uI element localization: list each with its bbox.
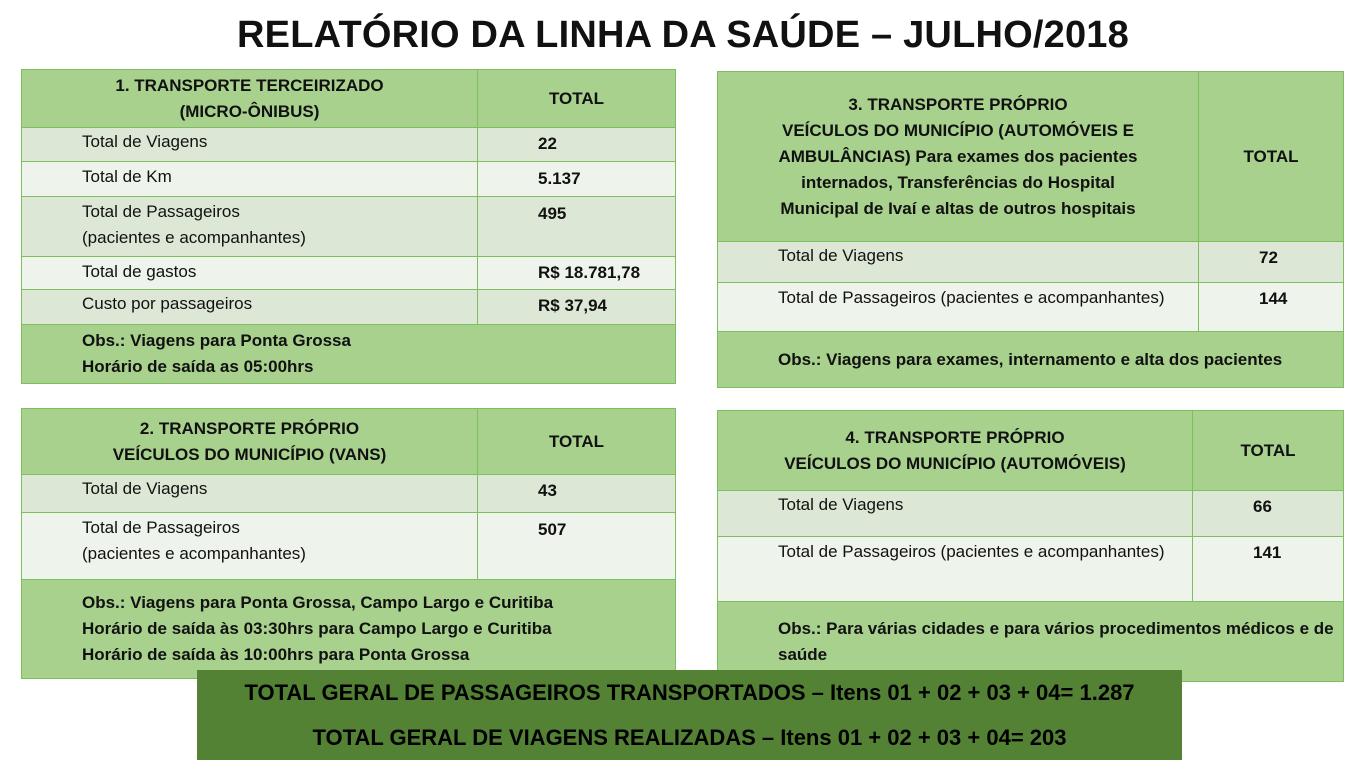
summary-passengers: TOTAL GERAL DE PASSAGEIROS TRANSPORTADOS – Itens 01 + 02 + 03 + 04= 1.287 <box>244 680 1135 705</box>
section-1-heading-line1: 1. TRANSPORTE TERCEIRIZADO <box>115 75 384 95</box>
section-4-heading <box>718 411 1193 491</box>
table-row <box>22 513 676 580</box>
page-title: RELATÓRIO DA LINHA DA SAÚDE – JULHO/2018 <box>237 14 1129 56</box>
row-value: 141 <box>1193 537 1344 602</box>
summary-box <box>197 670 1182 760</box>
obs-line: Obs.: Viagens para exames, internamento e alta dos pacientes <box>778 349 1283 369</box>
row-label: Total de Viagens <box>22 128 478 162</box>
row-value: 66 <box>1193 491 1344 537</box>
obs-line: Horário de saída as 05:00hrs <box>82 357 314 376</box>
section-2-total-header: TOTAL <box>478 409 676 475</box>
table-section-3 <box>717 71 1344 388</box>
obs-line: Horário de saída às 10:00hrs para Ponta Grossa <box>82 645 470 664</box>
row-value: 22 <box>478 128 676 162</box>
row-label-line2: (pacientes e acompanhantes) <box>82 544 306 563</box>
row-label: Total de Viagens <box>718 242 1199 283</box>
table-row <box>718 537 1344 602</box>
row-label: Custo por passageiros <box>22 290 478 325</box>
summary-trips: TOTAL GERAL DE VIAGENS REALIZADAS – Itens 01 + 02 + 03 + 04= 203 <box>312 725 1067 750</box>
table-section-2 <box>21 408 676 679</box>
row-value: 495 <box>478 197 676 257</box>
section-4-heading-line1: 4. TRANSPORTE PRÓPRIO <box>845 427 1065 447</box>
section-3-heading-line1: 3. TRANSPORTE PRÓPRIO <box>848 94 1068 114</box>
row-value: 144 <box>1199 283 1344 332</box>
row-label <box>22 513 478 580</box>
obs-line: Obs.: Para várias cidades e para vários procedimentos médicos e de <box>778 618 1334 638</box>
row-label: Total de Viagens <box>22 475 478 513</box>
section-3-heading <box>718 72 1199 242</box>
table-row <box>22 290 676 325</box>
section-4-heading-line2: VEÍCULOS DO MUNICÍPIO (AUTOMÓVEIS) <box>784 453 1126 473</box>
section-3-heading-line4: internados, Transferências do Hospital <box>801 172 1115 192</box>
row-label: Total de Passageiros (pacientes e acompanhantes) <box>718 283 1199 332</box>
table-row <box>22 197 676 257</box>
row-label: Total de Viagens <box>718 491 1193 537</box>
row-label: Total de Passageiros (pacientes e acompanhantes) <box>718 537 1193 602</box>
section-3-total-header: TOTAL <box>1199 72 1344 242</box>
row-label: Total de gastos <box>22 257 478 290</box>
row-value: R$ 37,94 <box>478 290 676 325</box>
section-1-total-header: TOTAL <box>478 70 676 128</box>
section-3-heading-line3: AMBULÂNCIAS) Para exames dos pacientes <box>778 146 1138 166</box>
obs-line: saúde <box>778 644 828 664</box>
table-row <box>718 242 1344 283</box>
row-label-line1: Total de Passageiros <box>82 518 240 537</box>
section-1-obs <box>22 325 676 384</box>
obs-line: Horário de saída às 03:30hrs para Campo Largo e Curitiba <box>82 619 552 638</box>
row-label-line1: Total de Passageiros <box>82 202 240 221</box>
obs-line: Obs.: Viagens para Ponta Grossa <box>82 331 351 350</box>
section-3-obs <box>718 332 1344 388</box>
row-label: Total de Km <box>22 162 478 197</box>
table-row <box>22 162 676 197</box>
section-4-total-header: TOTAL <box>1193 411 1344 491</box>
table-row <box>718 283 1344 332</box>
row-value: 507 <box>478 513 676 580</box>
section-2-heading-line1: 2. TRANSPORTE PRÓPRIO <box>139 418 360 438</box>
table-row <box>22 475 676 513</box>
section-2-heading <box>22 409 478 475</box>
section-2-obs <box>22 580 676 679</box>
row-value: 5.137 <box>478 162 676 197</box>
section-3-heading-line5: Municipal de Ivaí e altas de outros hospitais <box>780 198 1136 218</box>
table-section-4 <box>717 410 1344 682</box>
table-row <box>22 128 676 162</box>
section-1-heading-line2: (MICRO-ÔNIBUS) <box>179 101 320 121</box>
section-3-heading-line2: VEÍCULOS DO MUNICÍPIO (AUTOMÓVEIS E <box>782 120 1134 140</box>
row-value: 43 <box>478 475 676 513</box>
row-label-line2: (pacientes e acompanhantes) <box>82 228 306 247</box>
obs-line: Obs.: Viagens para Ponta Grossa, Campo Largo e Curitiba <box>82 593 554 612</box>
row-label <box>22 197 478 257</box>
row-value: 72 <box>1199 242 1344 283</box>
table-row <box>718 491 1344 537</box>
section-2-heading-line2: VEÍCULOS DO MUNICÍPIO (VANS) <box>112 444 387 464</box>
table-row <box>22 257 676 290</box>
section-1-heading <box>22 70 478 128</box>
table-section-1 <box>21 69 676 384</box>
row-value: R$ 18.781,78 <box>478 257 676 290</box>
